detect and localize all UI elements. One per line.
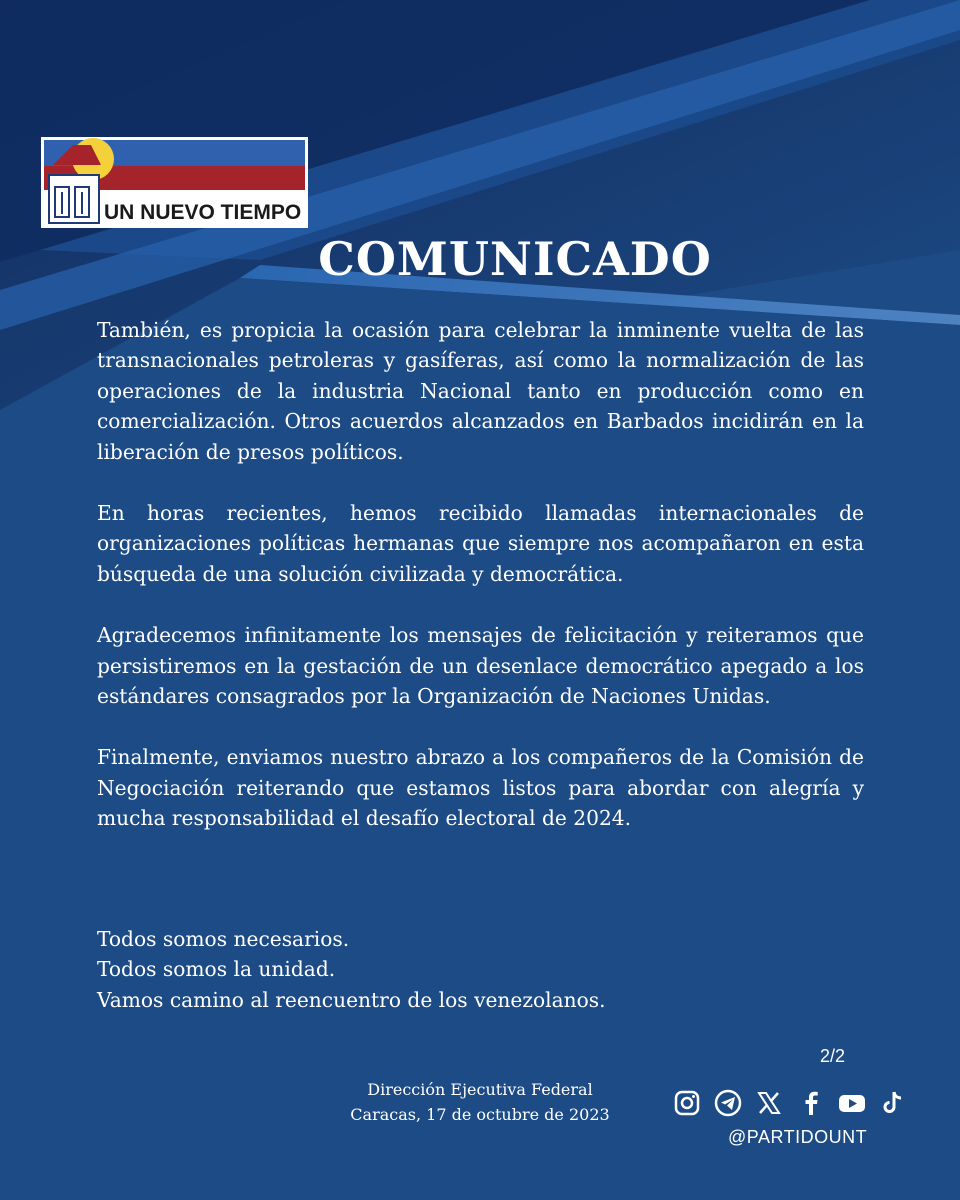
page-number: 2/2 [820, 1046, 846, 1066]
signature-date: Caracas, 17 de octubre de 2023 [350, 1105, 610, 1124]
closing-line: Todos somos la unidad. [97, 957, 336, 982]
facebook-icon[interactable] [796, 1088, 826, 1118]
logo [41, 137, 308, 228]
youtube-icon[interactable] [837, 1088, 867, 1118]
closing-line: Vamos camino al reencuentro de los venezolanos. [97, 987, 606, 1012]
telegram-icon[interactable] [713, 1088, 743, 1118]
closing-line: Todos somos necesarios. [97, 927, 350, 951]
signature-line: Dirección Ejecutiva Federal [367, 1080, 593, 1099]
paragraph: Finalmente, enviamos nuestro abrazo a los compañeros de la Comisión de Negociación reiterando que estamos listos para abordar con alegría y mucha responsabilidad el desafío electoral de 2024. [97, 745, 864, 831]
logo-text: UN NUEVO TIEMPO [104, 201, 302, 224]
social-handle[interactable]: @PARTIDOUNT [728, 1127, 868, 1147]
closing-lines [97, 924, 864, 1015]
paragraph: Agradecemos infinitamente los mensajes de felicitación y reiteramos que persistiremos en la gestación de un desenlace democrático apegado a los estándares consagrados por la Organización de Naciones Unidas. [97, 623, 864, 709]
x-icon[interactable] [754, 1088, 784, 1118]
tiktok-icon[interactable] [878, 1088, 908, 1118]
signature [320, 1077, 640, 1127]
paragraph: En horas recientes, hemos recibido llamadas internacionales de organizaciones políticas hermanas que siempre nos acompañaron en esta búsqueda de una solución civilizada y democrática. [97, 501, 864, 586]
paragraph: También, es propicia la ocasión para celebrar la inminente vuelta de las transnacionales petroleras y gasíferas, así como la normalización de las operaciones de la industria Nacional tanto en producción como en comercialización. Otros acuerdos alcanzados en Barbados incidirán en la liberación de presos políticos. [97, 318, 864, 464]
instagram-icon[interactable] [672, 1088, 702, 1118]
page-title: COMUNICADO [318, 232, 712, 286]
social-icons [672, 1086, 908, 1120]
communique-body [97, 315, 864, 865]
